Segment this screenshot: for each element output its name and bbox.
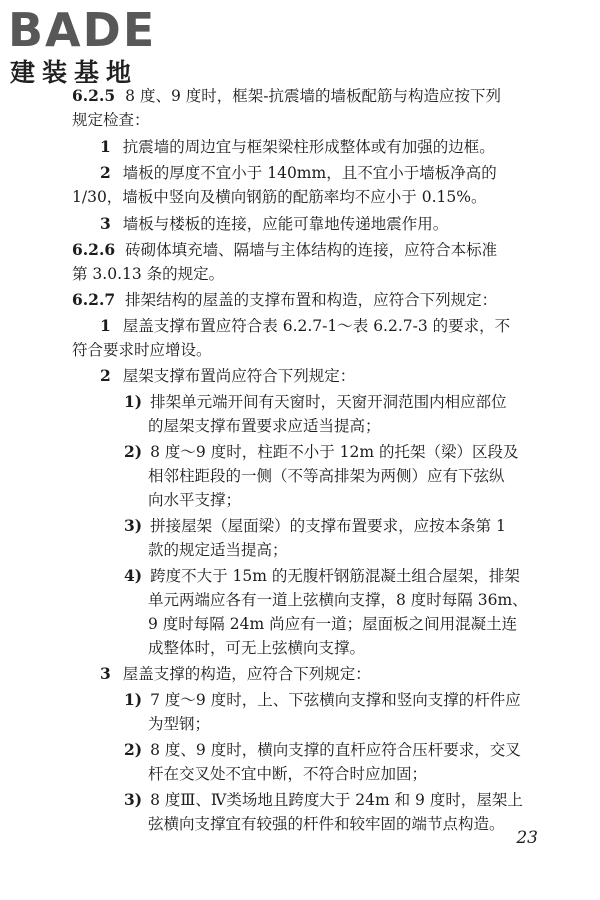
subitem-number: 1) xyxy=(124,690,143,709)
item-text: 墙板的厚度不宜小于 140mm，且不宜小于墙板净高的 xyxy=(122,164,497,182)
clause-text: 砖砌体填充墙、隔墙与主体结构的连接，应符合本标准 xyxy=(125,241,498,259)
item-text: 墙板与楼板的连接，应能可靠地传递地震作用。 xyxy=(122,215,449,233)
subitem-text: 排架单元端开间有天窗时，天窗开洞范围内相应部位 xyxy=(150,393,507,411)
subitem-line: 的屋架支撑布置要求应适当提高； xyxy=(148,417,381,435)
clause-line xyxy=(72,238,600,262)
subitem-line xyxy=(124,564,600,588)
subitem-text: 8 度～9 度时，柱距不小于 12m 的托架（梁）区段及 xyxy=(150,443,519,461)
subitem-line: 相邻柱距段的一侧（不等高排架为两侧）应有下弦纵 xyxy=(148,467,505,485)
clause-line: 规定检查： xyxy=(72,111,150,129)
item-line xyxy=(100,364,600,388)
subitem-number: 4) xyxy=(124,566,143,585)
subitem-line xyxy=(124,738,600,762)
clause-line xyxy=(72,84,600,108)
subitem-line: 弦横向支撑宜有较强的杆件和较牢固的端节点构造。 xyxy=(148,815,505,833)
subitem-line xyxy=(124,688,600,712)
subitem-line: 杆在交叉处不宜中断，不符合时应加固； xyxy=(148,765,428,783)
item-number: 2 xyxy=(100,163,111,182)
item-number: 3 xyxy=(100,214,111,233)
item-text: 屋盖支撑布置应符合表 6.2.7-1～表 6.2.7-3 的要求，不 xyxy=(122,317,511,335)
subitem-line: 为型钢； xyxy=(148,715,211,733)
subitem-line: 单元两端应各有一道上弦横向支撑，8 度时每隔 36m、 xyxy=(148,591,528,609)
logo-subtitle: 建装基地 xyxy=(10,58,139,87)
subitem-text: 8 度、9 度时，横向支撑的直杆应符合压杆要求，交叉 xyxy=(150,741,521,759)
subitem-number: 3) xyxy=(124,516,143,535)
subitem-number: 2) xyxy=(124,740,143,759)
subitem-line xyxy=(124,514,600,538)
subitem-text: 拼接屋架（屋面梁）的支撑布置要求，应按本条第 1 xyxy=(150,517,506,535)
item-number: 2 xyxy=(100,366,111,385)
clause-line: 第 3.0.13 条的规定。 xyxy=(72,265,225,283)
subitem-number: 3) xyxy=(124,790,143,809)
subitem-line: 向水平支撑； xyxy=(148,491,242,509)
item-line: 符合要求时应增设。 xyxy=(72,341,212,359)
subitem-number: 2) xyxy=(124,442,143,461)
subitem-line: 成整体时，可无上弦横向支撑。 xyxy=(148,639,366,657)
item-text: 屋架支撑布置尚应符合下列规定： xyxy=(122,367,356,385)
item-line xyxy=(100,314,600,338)
subitem-number: 1) xyxy=(124,392,143,411)
item-line: 1/30，墙板中竖向及横向钢筋的配筋率均不应小于 0.15%。 xyxy=(72,188,487,206)
item-text: 抗震墙的周边宜与框架梁柱形成整体或有加强的边框。 xyxy=(122,138,495,156)
subitem-line xyxy=(124,788,600,812)
item-line xyxy=(100,662,600,686)
clause-line xyxy=(72,288,600,312)
item-text: 屋盖支撑的构造，应符合下列规定： xyxy=(122,665,371,683)
subitem-line xyxy=(124,390,600,414)
clause-text: 8 度、9 度时，框架-抗震墙的墙板配筋与构造应按下列 xyxy=(125,87,501,105)
item-line xyxy=(100,212,600,236)
clause-number: 6.2.6 xyxy=(72,240,116,259)
subitem-line xyxy=(124,440,600,464)
subitem-text: 7 度～9 度时，上、下弦横向支撑和竖向支撑的杆件应 xyxy=(150,691,521,709)
page-number: 23 xyxy=(516,828,538,848)
item-line xyxy=(100,135,600,159)
subitem-line: 9 度时每隔 24m 尚应有一道；屋面板之间用混凝土连 xyxy=(148,615,518,633)
item-number: 3 xyxy=(100,664,111,683)
logo-wordmark: BADE xyxy=(8,3,157,57)
subitem-line: 款的规定适当提高； xyxy=(148,541,288,559)
item-number: 1 xyxy=(100,137,111,156)
clause-number: 6.2.7 xyxy=(72,290,116,309)
item-number: 1 xyxy=(100,316,111,335)
subitem-text: 跨度不大于 15m 的无腹杆钢筋混凝土组合屋架，排架 xyxy=(150,567,520,585)
clause-number: 6.2.5 xyxy=(72,86,116,105)
subitem-text: 8 度Ⅲ、Ⅳ类场地且跨度大于 24m 和 9 度时，屋架上 xyxy=(150,791,523,809)
clause-text: 排架结构的屋盖的支撑布置和构造，应符合下列规定： xyxy=(125,291,498,309)
item-line xyxy=(100,161,600,185)
